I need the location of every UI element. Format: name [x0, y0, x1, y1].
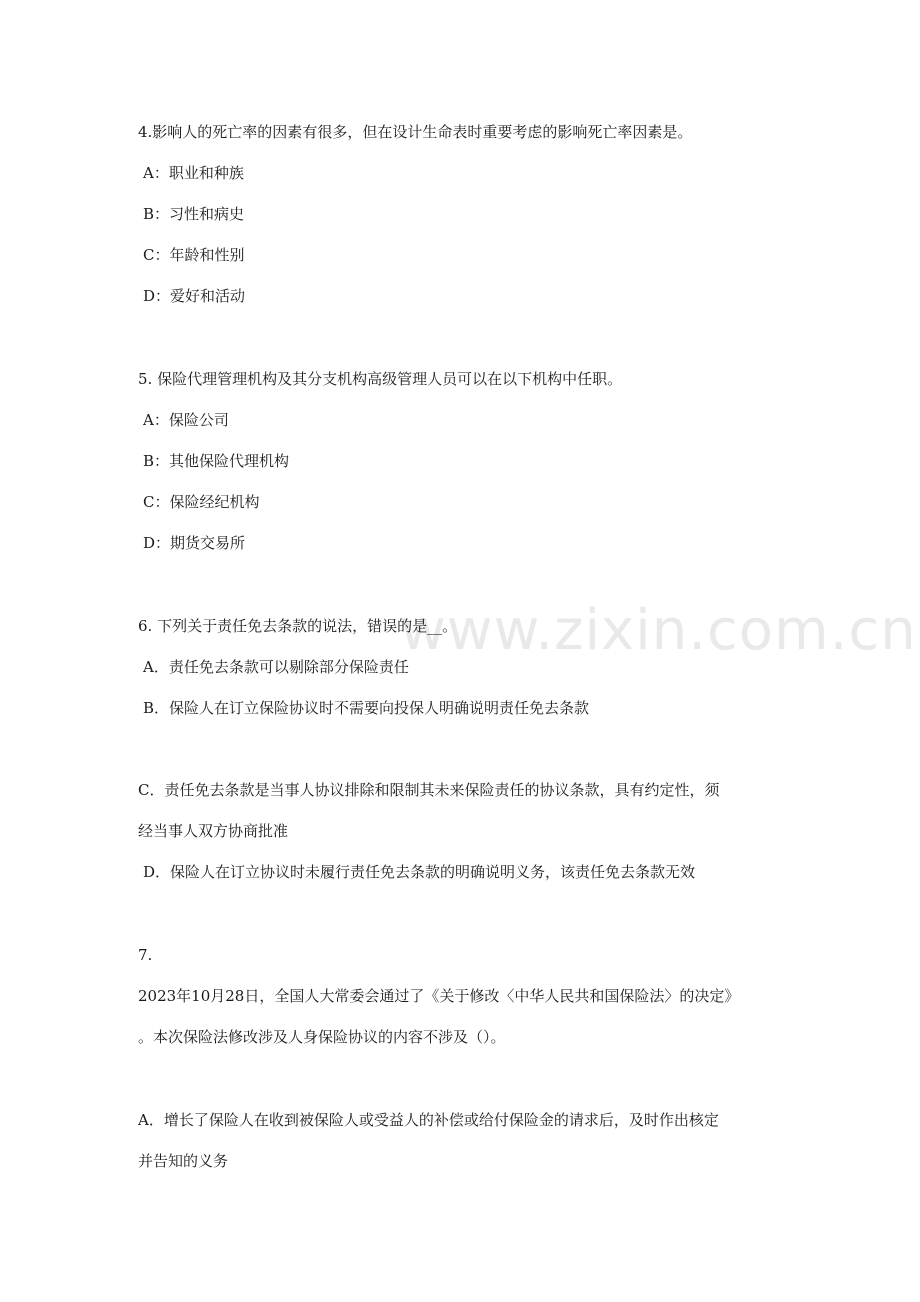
question-5-stem: 5. 保险代理管理机构及其分支机构高级管理人员可以在以下机构中任职。 — [138, 370, 623, 388]
question-4-option-b: B：习性和病史 — [143, 205, 245, 223]
question-5-option-a: A：保险公司 — [143, 411, 229, 429]
watermark-text: www.zixin.com.cn — [400, 598, 917, 663]
question-7-stem-line-1: 2023年10月28日，全国人大常委会通过了《关于修改〈中华人民共和国保险法〉的决定》 — [138, 987, 740, 1005]
question-6-stem: 6. 下列关于责任免去条款的说法，错误的是__。 — [138, 617, 458, 635]
question-5-option-b: B：其他保险代理机构 — [143, 452, 290, 470]
question-4-stem: 4.影响人的死亡率的因素有很多，但在设计生命表时重要考虑的影响死亡率因素是。 — [138, 123, 693, 141]
question-6-option-b: B．保险人在订立保险协议时不需要向投保人明确说明责任免去条款 — [143, 699, 590, 717]
question-6-option-c-continued: 经当事人双方协商批准 — [138, 822, 289, 840]
question-7-option-a: A．增长了保险人在收到被保险人或受益人的补偿或给付保险金的请求后，及时作出核定 — [138, 1111, 719, 1129]
question-4-option-a: A：职业和种族 — [143, 164, 244, 182]
question-7-stem-line-2: 。本次保险法修改涉及人身保险协议的内容不涉及（）。 — [138, 1028, 506, 1046]
question-6-option-a: A．责任免去条款可以剔除部分保险责任 — [143, 658, 409, 676]
question-5-option-d: D：期货交易所 — [143, 534, 246, 552]
question-5-option-c: C：保险经纪机构 — [143, 493, 260, 511]
question-6-option-d: D．保险人在订立协议时未履行责任免去条款的明确说明义务，该责任免去条款无效 — [143, 863, 696, 881]
question-7-option-a-continued: 并告知的义务 — [138, 1152, 229, 1170]
question-4-option-d: D：爱好和活动 — [143, 287, 246, 305]
question-7-number: 7. — [138, 946, 153, 964]
question-6-option-c: C．责任免去条款是当事人协议排除和限制其未来保险责任的协议条款，具有约定性，须 — [138, 781, 720, 799]
question-4-option-c: C：年龄和性别 — [143, 246, 245, 264]
